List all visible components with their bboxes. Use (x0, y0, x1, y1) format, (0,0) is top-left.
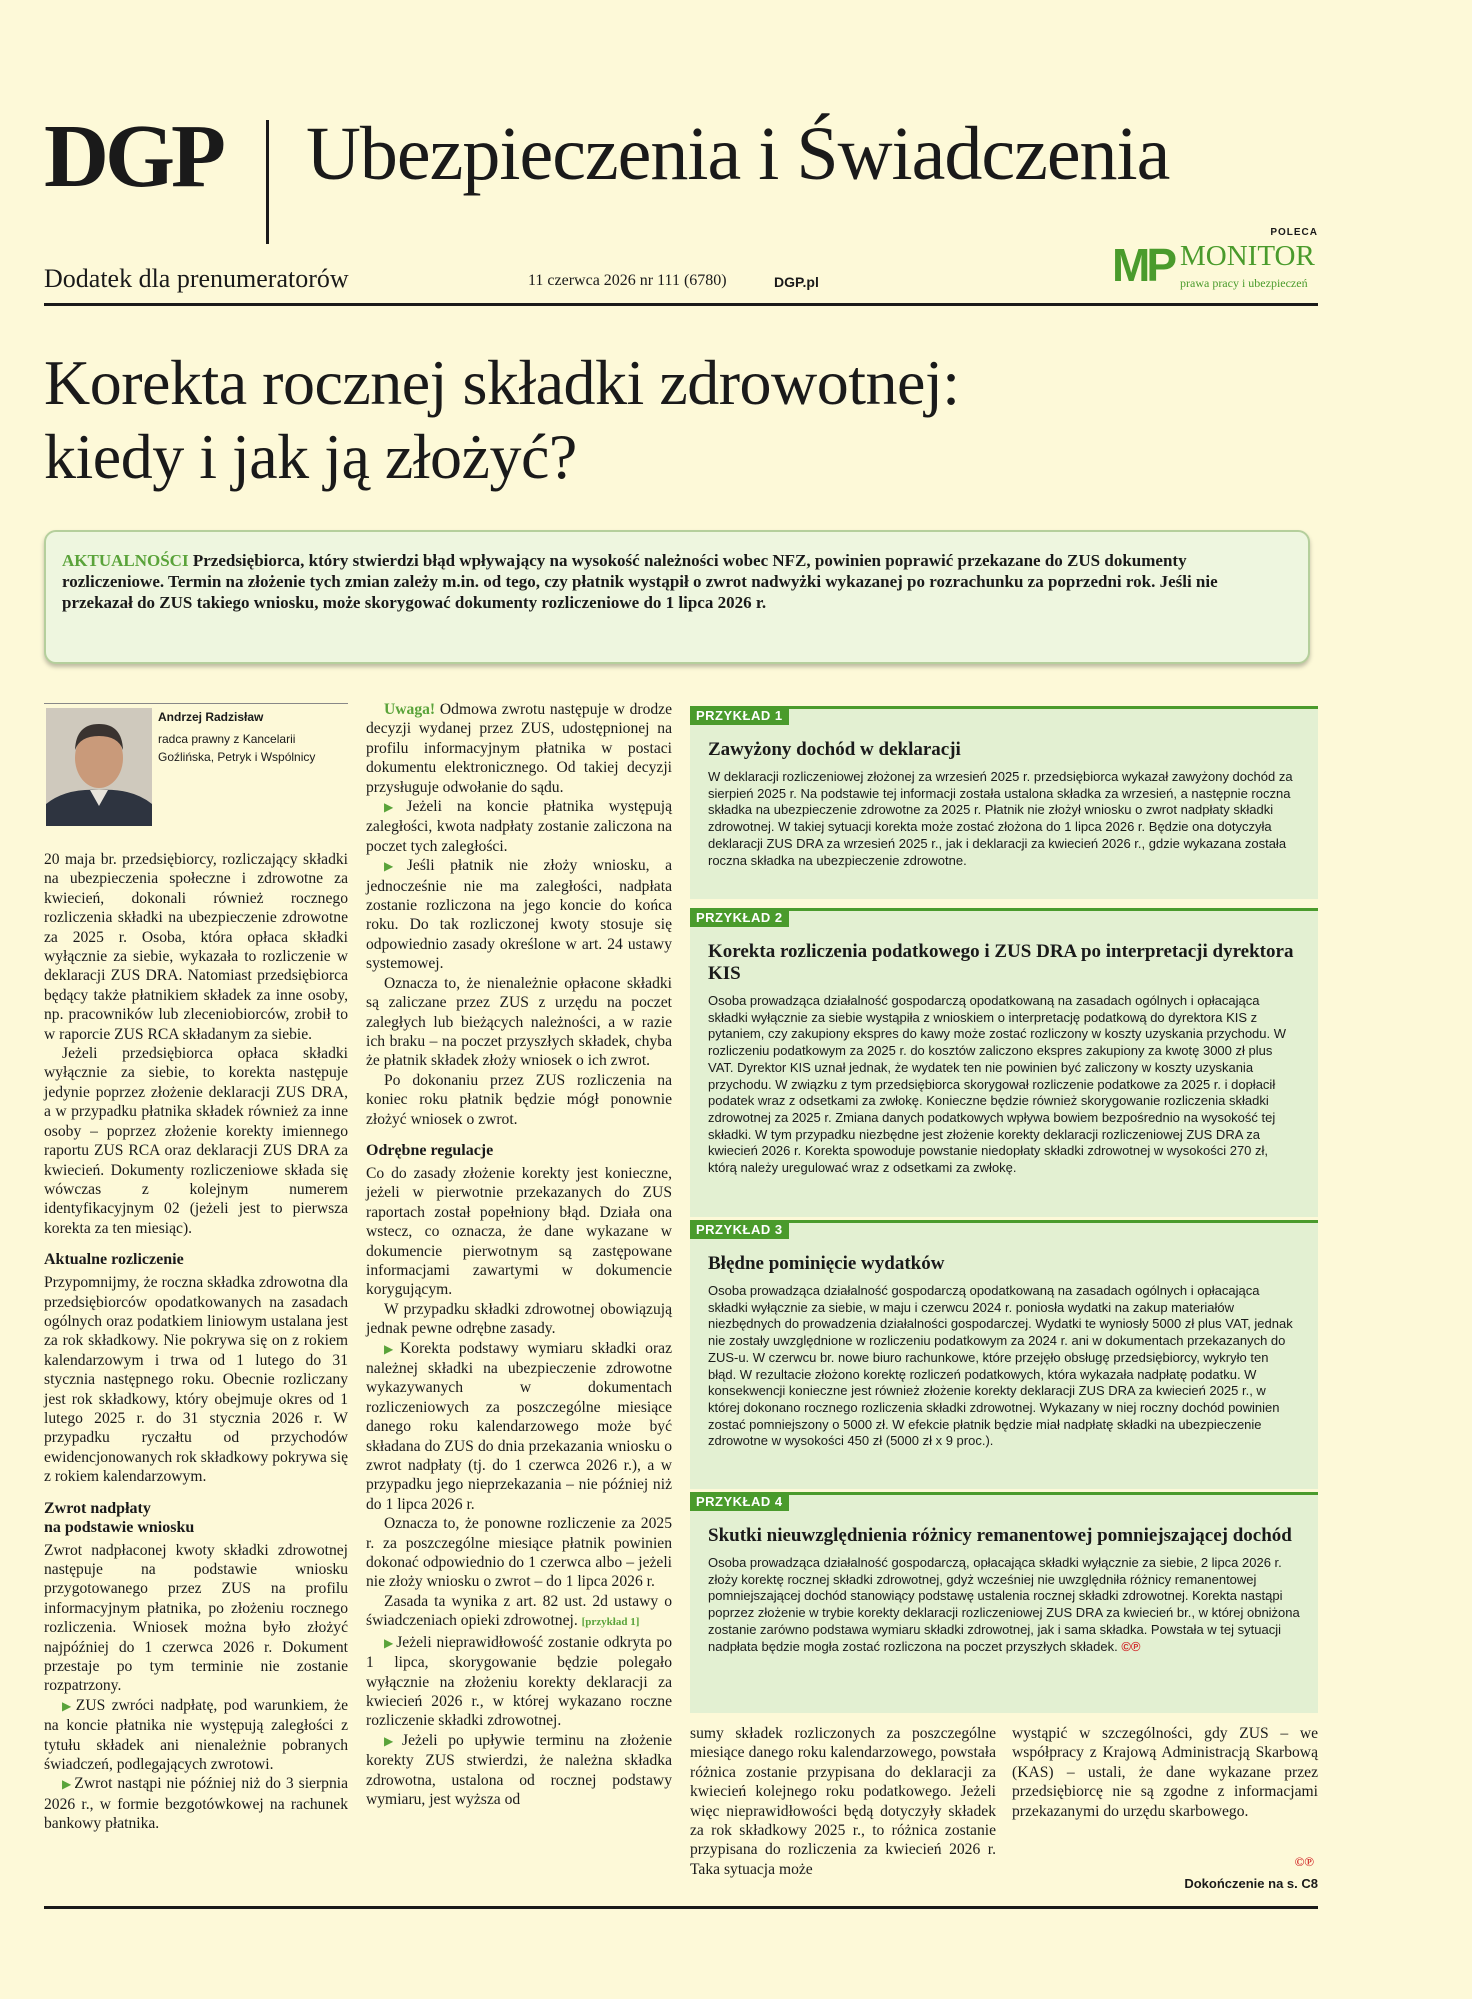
body-paragraph: Przypomnijmy, że roczna składka zdrowotna dla przedsiębiorców opodatkowanych na zasadach ogólnych oraz podatkiem liniowym ustalana jest za rok składkowy. Nie pokrywa się on z rokiem kalendarzowym i trwa od 1 lutego do 31 stycznia następnego roku. Obecnie rozliczany jest rok składkowy, który obejmuje okres od 1 lutego 2025 r. do 31 stycznia 2026 r. W przypadku ryczałtu od przychodów ewidencjonowanych rok składkowy pokrywa się z rokiem kalendarzowym. (44, 1274, 349, 1486)
copyright-mark: ©℗ (1121, 1638, 1141, 1654)
body-paragraph: Zwrot nadpłaconej kwoty składki zdrowotnej następuje na podstawie wniosku przygotowanego przez ZUS na profilu informacyjnym płatnika, po złożeniu rocznego rozliczenia. Wniosek można było złożyć najpóźniej do 1 czerwca 2026 r. Dokument przestaje po tym terminie nie zostanie rozpatrzony. (44, 1541, 348, 1695)
example-box-1 (690, 706, 1318, 899)
author-box (44, 703, 348, 834)
triangle-bullet-icon: ▶ (62, 1698, 74, 1713)
triangle-bullet-icon: ▶ (62, 1777, 73, 1792)
example-box-4 (690, 1492, 1318, 1713)
article-headline (44, 346, 1318, 494)
bullet-paragraph (366, 1731, 672, 1810)
article-column-3 (690, 1724, 996, 1879)
example-label: PRZYKŁAD 1 (690, 706, 789, 725)
body-paragraph: wystąpić w szczególności, gdy ZUS – we współpracy z Krajową Administracją Skarbową (KAS) – ustali, że dane wykazane przez przedsiębiorcę nie są zgodne z informacjami przekazanymi do urzędu skarbowego. (1012, 1725, 1318, 1820)
example-label: PRZYKŁAD 4 (690, 1492, 789, 1511)
bullet-paragraph (366, 856, 672, 973)
section-name: Ubezpieczenia i Świadczenia (306, 112, 1170, 196)
example-label: PRZYKŁAD 2 (690, 908, 789, 927)
issue-info: 11 czerwca 2026 nr 111 (6780) (528, 272, 727, 289)
body-paragraph: sumy składek rozliczonych za poszczególne miesiące danego roku kalendarzowego, powstała różnica zostanie przypisana do deklaracji za kwiecień kolejnego roku podatkowego. Jeżeli więc nieprawidłowości będą dotyczyły składek za rok składkowy 2025 r., to różnica zostanie przypisana do rozliczenia za kwiecień 2026 r. Taka sytuacja może (690, 1725, 996, 1878)
lead-box (44, 530, 1310, 664)
example-box-3 (690, 1220, 1318, 1489)
triangle-bullet-icon: ▶ (384, 1341, 399, 1356)
body-paragraph: W przypadku składki zdrowotnej obowiązują jednak pewne odrębne zasady. (366, 1300, 672, 1338)
bullet-text: Jeśli płatnik nie złoży wniosku, a jednocześnie nie ma zaległości, nadpłata zostanie rozliczona na jego koncie do końca roku. Do tak rozliczonej kwoty stosuje się odpowiednio zasady określone w art. 24 ustawy systemowej. (366, 857, 672, 973)
example-body: Osoba prowadząca działalność gospodarczą, opłacająca składki wyłącznie za siebie, 2 lipca 2026 r. złoży korektę rocznej składki zdrowotnej, gdyż wcześniej nie uwzględniła różnicy remanentowej pomniejszającej dochód stanowiący podstawę ustalenia rocznej składki zdrowotnej. Korekta nastąpi poprzez złożenie w trybie korekty deklaracji rozliczeniowej ZUS DRA za kwiecień br., w której obniżona zostanie zarówno podstawa wymiaru składki zdrowotnej, jak i sama składka. Powstała w tej sytuacji nadpłata będzie mogła zostać rozliczona na poczet przyszłych składek. (708, 1555, 1300, 1654)
lead-text: Przedsiębiorca, który stwierdzi błąd wpływający na wysokość należności wobec NFZ, powinien poprawić przekazane do ZUS dokumenty rozliczeniowe. Termin na złożenie tych zmian zależy m.in. od tego, czy płatnik wystąpił o zwrot nadwyżki wykazanej po rozrachunku za poprzedni rok. Jeśli nie przekazał do ZUS takiego wniosku, może skorygować dokumenty rozliczeniowe do 1 lipca 2026 r. (62, 551, 1218, 612)
lead-tag: AKTUALNOŚCI (62, 551, 189, 570)
masthead-rule (44, 303, 1318, 306)
triangle-bullet-icon: ▶ (384, 800, 405, 815)
example-text: Osoba prowadząca działalność gospodarczą opodatkowaną na zasadach ogólnych i opłacająca składki wyłącznie za siebie wystąpiła z wnioskiem o interpretację podatkową do dyrektora KIS z pytaniem, czy zakupiony ekspres do kawy może zostać rozliczony w koszty uzyskania przychodu. W rozliczeniu podatkowym za 2025 r. do kosztów zaliczono ekspres zakupiony za kwotę 3000 zł plus VAT. Dyrektor KIS uznał jednak, że wydatek ten nie powinien być zaliczony w koszty uzyskania przychodu. W związku z tym przedsiębiorca skorygował rozliczenie podatkowe za 2025 r. i dopłacił podatek wraz z odsetkami za zwłokę. Konieczne będzie również skorygowanie rozliczenia składki zdrowotnej za 2025 r. Zmiana danych podatkowych wpływa bowiem bezpośrednio na wysokość tej składki. W tym przypadku niezbędne jest złożenie korekty deklaracji rozliczeniowej ZUS DRA za kwiecień 2026 r. Korekta spowoduje powstanie niedopłaty składki zdrowotnej w wysokości 270 zł, którą należy uregulować wraz z odsetkami za zwłokę. (708, 993, 1287, 1176)
newspaper-page (44, 0, 1318, 1999)
monitor-logo[interactable] (1112, 239, 1318, 292)
triangle-bullet-icon: ▶ (384, 1733, 401, 1748)
triangle-bullet-icon: ▶ (384, 859, 405, 874)
warning-label: Uwaga! (384, 701, 436, 718)
bullet-text: Jeżeli po upływie terminu na złożenie korekty ZUS stwierdzi, że należna składka zdrowotna, ustalona od rocznej podstawy wymiaru, jest wyższa od (366, 1731, 672, 1808)
body-paragraph: Po dokonaniu przez ZUS rozliczenia na koniec roku płatnik będzie mógł ponownie złożyć wniosek o zwrot. (366, 1071, 672, 1128)
article-column-2 (366, 700, 672, 1809)
bullet-text: Jeżeli na koncie płatnika występują zaległości, kwota nadpłaty zostanie zaliczona na poczet tych zaległości. (366, 798, 672, 855)
example-title: Błędne pominięcie wydatków (708, 1253, 945, 1274)
example-box-2 (690, 908, 1318, 1217)
author-photo (46, 708, 152, 826)
triangle-bullet-icon: ▶ (384, 1635, 395, 1650)
article-column-4 (1012, 1724, 1318, 1821)
example-text (708, 1555, 1300, 1655)
author-role: radca prawny z Kancelarii Goźlińska, Petryk i Wspólnicy (158, 732, 316, 764)
brand-logo[interactable]: DGP (44, 107, 222, 206)
article-column-1 (44, 850, 348, 1834)
monitor-name: MONITOR (1180, 240, 1315, 272)
bullet-text: Korekta podstawy wymiaru składki oraz należnej składki na ubezpieczenie zdrowotne wykazywanych w dokumentach rozliczeniowych za poszczególne miesiące danego roku kalendarzowego może być składana do ZUS do dnia przekazania wniosku o zwrot nadpłaty (tj. do 1 czerwca 2026 r.), a w przypadku jego nieprzekazania – nie później niż do 1 lipca 2026 r. (366, 1339, 672, 1513)
monitor-tagline: prawa pracy i ubezpieczeń (1180, 276, 1308, 290)
body-paragraph: Co do zasady złożenie korekty jest konieczne, jeżeli w pierwotnie przekazanych do ZUS raportach został popełniony błąd. Działa ona wstecz, co oznacza, że dane wykazane w dokumencie pierwotnym są zastępowane informacjami zawartymi w dokumencie korygującym. (366, 1164, 672, 1299)
headline-line-2: kiedy i jak ją złożyć? (44, 421, 577, 492)
subheading-line: na podstawie wniosku (44, 1518, 195, 1536)
warning-text: Odmowa zwrotu następuje w drodze decyzji wydanej przez ZUS, udostępnionej na profilu informacyjnym płatnika w postaci dokumentu elektronicznego. Od takiej decyzji przysługuje odwołanie do sądu. (366, 701, 673, 796)
bullet-paragraph (44, 1774, 348, 1833)
recommends-label: POLECA (1270, 227, 1318, 238)
masthead (44, 108, 1318, 248)
subheading: Aktualne rozliczenie (44, 1251, 184, 1269)
body-paragraph: 20 maja br. przedsiębiorcy, rozliczający składki na ubezpieczenia społeczne i zdrowotne za kwiecień, dokonali również rocznego rozliczenia składki na ubezpieczenie zdrowotne za 2025 r. Osoba, która opłaca składki wyłącznie za siebie, wykazała to rozliczenie w deklaracji ZUS DRA. Natomiast przedsiębiorca będący także płatnikiem składek za inne osoby, np. pracowników lub zleceniobiorców, zrobił to w raporcie ZUS RCA składanym za siebie. (44, 851, 348, 1043)
footer-rule (44, 1906, 1318, 1909)
bullet-paragraph (366, 1339, 672, 1515)
subheading (44, 1499, 348, 1537)
example-title: Korekta rozliczenia podatkowego i ZUS DRA po interpretacji dyrektora KIS (708, 941, 1294, 984)
subheading-line: Zwrot nadpłaty (44, 1499, 151, 1517)
body-paragraph: Oznacza to, że ponowne rozliczenie za 2025 r. za poszczególne miesiące płatnik powinien dokonać odpowiednio do 1 czerwca albo – jeżeli nie złoży wniosku o zwrot – do 1 lipca 2026 r. (366, 1515, 672, 1591)
example-title: Zawyżony dochód w deklaracji (708, 739, 961, 760)
copyright-mark: ©℗ (1294, 1854, 1314, 1869)
bullet-text: Jeżeli nieprawidłowość zostanie odkryta po 1 lipca, skorygowanie będzie polegało wyłącznie na złożeniu korekty deklaracji za kwiecień 2026 r., w której wykazano roczne rozliczenie składki zdrowotnej. (366, 1633, 672, 1730)
example-label: PRZYKŁAD 3 (690, 1220, 789, 1239)
bullet-paragraph (44, 1696, 348, 1775)
example-reference-link[interactable]: [przykład 1] (581, 1616, 640, 1629)
example-text: W deklaracji rozliczeniowej złożonej za wrzesień 2025 r. przedsiębiorca wykazał zawyżony dochód za sierpień 2025 r. Na podstawie tej informacji została ustalona składka za wrzesień, a następnie roczna składka na ubezpieczenie zdrowotne za 2025 r. Płatnik nie złożył wniosku o zwrot nadpłaty składki zdrowotnej. W takiej sytuacji korekta może zostać złożona do 1 lipca 2026 r. Będzie ona dotyczyła deklaracji ZUS DRA za wrzesień 2025 r., jak i deklaracji za kwiecień 2026 r., gdzie wykazana została roczna składka na ubezpieczenie zdrowotne. (708, 769, 1293, 868)
author-name: Andrzej Radzisław (158, 710, 264, 724)
bullet-paragraph (366, 797, 672, 856)
headline-line-1: Korekta rocznej składki zdrowotnej: (44, 347, 960, 418)
supplement-label: Dodatek dla prenumeratorów (44, 264, 349, 293)
bullet-text: Zwrot nastąpi nie później niż do 3 sierpnia 2026 r., w formie bezgotówkowej na rachunek bankowy płatnika. (44, 1775, 348, 1833)
monitor-mark: MP (1112, 239, 1173, 291)
masthead-divider (266, 120, 269, 244)
author-portrait-icon (46, 708, 152, 826)
body-paragraph (366, 700, 672, 797)
bullet-text: ZUS zwróci nadpłatę, pod warunkiem, że na koncie płatnika nie występują zaległości z tytułu składek ani nienależnie pobranych świadczeń, podlegających zwrotowi. (44, 1696, 348, 1774)
lead-paragraph (62, 550, 1292, 613)
continued-note[interactable]: Dokończenie na s. C8 (1184, 1876, 1318, 1891)
body-paragraph: Jeżeli przedsiębiorca opłaca składki wyłącznie za siebie, to korekta następuje jedynie poprzez złożenie deklaracji ZUS DRA, a w przypadku płatnika składek również za inne osoby – poprzez złożenie korekty imiennego raportu ZUS RCA oraz deklaracji ZUS DRA za kwiecień. Dokumenty rozliczeniowe składa się wówczas z kolejnym numerem identyfikacyjnym 02 (jeżeli jest to pierwsza korekta za ten miesiąc). (44, 1045, 348, 1237)
body-paragraph: Oznacza to, że nienależnie opłacone składki są zaliczane przez ZUS z urzędu na poczet zaległych lub bieżących należności, a w razie ich braku – na poczet przyszłych składek, chyba że płatnik składek złoży wniosek o ich zwrot. (366, 974, 672, 1070)
body-text: Zasada ta wynika z art. 82 ust. 2d ustawy o świadczeniach opieki zdrowotnej. (366, 1592, 672, 1630)
body-paragraph (366, 1592, 672, 1633)
example-title: Skutki nieuwzględnienia różnicy remanentowej pomniejszającej dochód (708, 1525, 1292, 1546)
subheading: Odrębne regulacje (366, 1141, 494, 1159)
site-link[interactable]: DGP.pl (774, 274, 819, 290)
example-text: Osoba prowadząca działalność gospodarczą opodatkowaną na zasadach ogólnych i opłacająca składki wyłącznie za siebie, w maju i czerwcu 2024 r. poniosła wydatki na zakup materiałów niezbędnych do prowadzenia działalności gospodarczej. Wydatki te wyniosły 5000 zł plus VAT, jednak nie zostały uwzględnione w rozliczeniu podatkowym za 2024 r. ani w dokumentach przekazanych do ZUS-u. W czerwcu br. nowe biuro rachunkowe, które przejęło obsługę przedsiębiorcy, wykryło ten błąd. W rezultacie złożono korektę rozliczeń podatkowych, która wykazała nadpłatę podatku. W konsekwencji konieczne jest również złożenie korekty deklaracji ZUS DRA za kwiecień 2025 r., w której dokonano rocznego rozliczenia składki zdrowotnej. Wykazany w niej roczny dochód powinien zostać pomniejszony o 5000 zł. W efekcie płatnik będzie miał nadpłatę składki na ubezpieczenie zdrowotne w wysokości 450 zł (5000 zł x 9 proc.). (708, 1283, 1293, 1449)
bullet-paragraph (366, 1633, 672, 1731)
